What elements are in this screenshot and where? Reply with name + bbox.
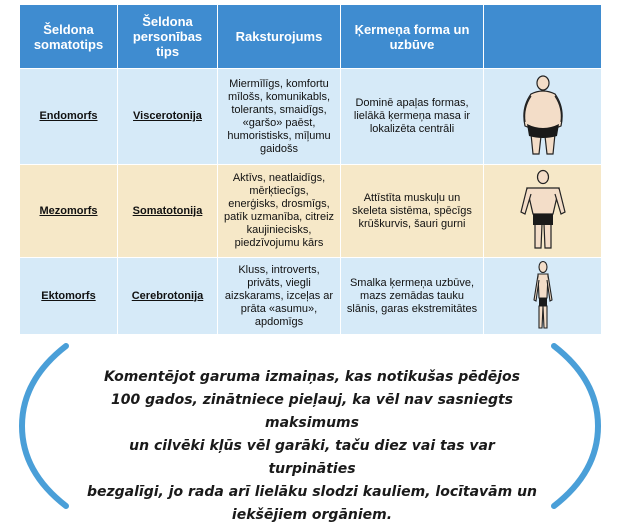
quote-line: iekšējiem orgāniem.: [231, 507, 393, 523]
header-somatotype: Šeldona somatotips: [20, 5, 118, 69]
body-cell: Dominē apaļas formas, lielākā ķermeņa masa ir lokalizēta centrāli: [341, 69, 484, 165]
quote-box: [16, 340, 604, 523]
table-row-mesomorph: [20, 165, 602, 258]
header-figure: [484, 5, 602, 69]
traits-cell: Miermīlīgs, komfortu mīlošs, komunikabls, tolerants, smaidīgs, «garšo» paēst, humoristisks, mīļumu gaidošs: [218, 69, 341, 165]
somatotype-cell: Ektomorfs: [20, 258, 118, 335]
personality-cell: Cerebrotonija: [118, 258, 218, 335]
quote-line: bezgalīgi, jo rada arī lielāku slodzi kauliem, locītavām un: [86, 484, 538, 500]
header-personality: Šeldona personības tips: [118, 5, 218, 69]
header-body-shape: Ķermeņa forma un uzbūve: [341, 5, 484, 69]
quote-line: Komentējot garuma izmaiņas, kas notikušas pēdējos: [104, 369, 520, 385]
left-bracket: [16, 340, 76, 510]
endomorph-figure-icon: [513, 74, 573, 160]
body-cell: Smalka ķermeņa uzbūve, mazs zemādas tauku slānis, garas ekstremitātes: [341, 258, 484, 335]
ectomorph-figure-icon: [518, 260, 568, 332]
header-traits: Raksturojums: [218, 5, 341, 69]
somatotype-cell: Endomorfs: [20, 69, 118, 165]
quote-text: [86, 366, 538, 527]
somatotype-table: [19, 4, 602, 335]
traits-cell: Kluss, introverts, privāts, viegli aizskarams, izceļas ar prāta «asumu», apdomīgs: [218, 258, 341, 335]
mesomorph-figure-icon: [513, 168, 573, 254]
right-bracket: [544, 340, 604, 510]
traits-cell: Aktīvs, neatlaidīgs, mērķtiecīgs, enerģisks, drosmīgs, patīk uzmanība, citreiz kaujiniecisks, piedzīvojumu kārs: [218, 165, 341, 258]
table-header-row: [20, 5, 602, 69]
somatotype-cell: Mezomorfs: [20, 165, 118, 258]
personality-cell: Somatotonija: [118, 165, 218, 258]
quote-line: un cilvēki kļūs vēl garāki, taču diez vai tas var turpināties: [129, 438, 495, 477]
quote-line: 100 gados, zinātniece pieļauj, ka vēl nav sasniegts maksimums: [111, 392, 513, 431]
table-row-ectomorph: [20, 258, 602, 335]
personality-cell: Viscerotonija: [118, 69, 218, 165]
table-row-endomorph: [20, 69, 602, 165]
body-cell: Attīstīta muskuļu un skeleta sistēma, spēcīgs krūškurvis, šauri gurni: [341, 165, 484, 258]
